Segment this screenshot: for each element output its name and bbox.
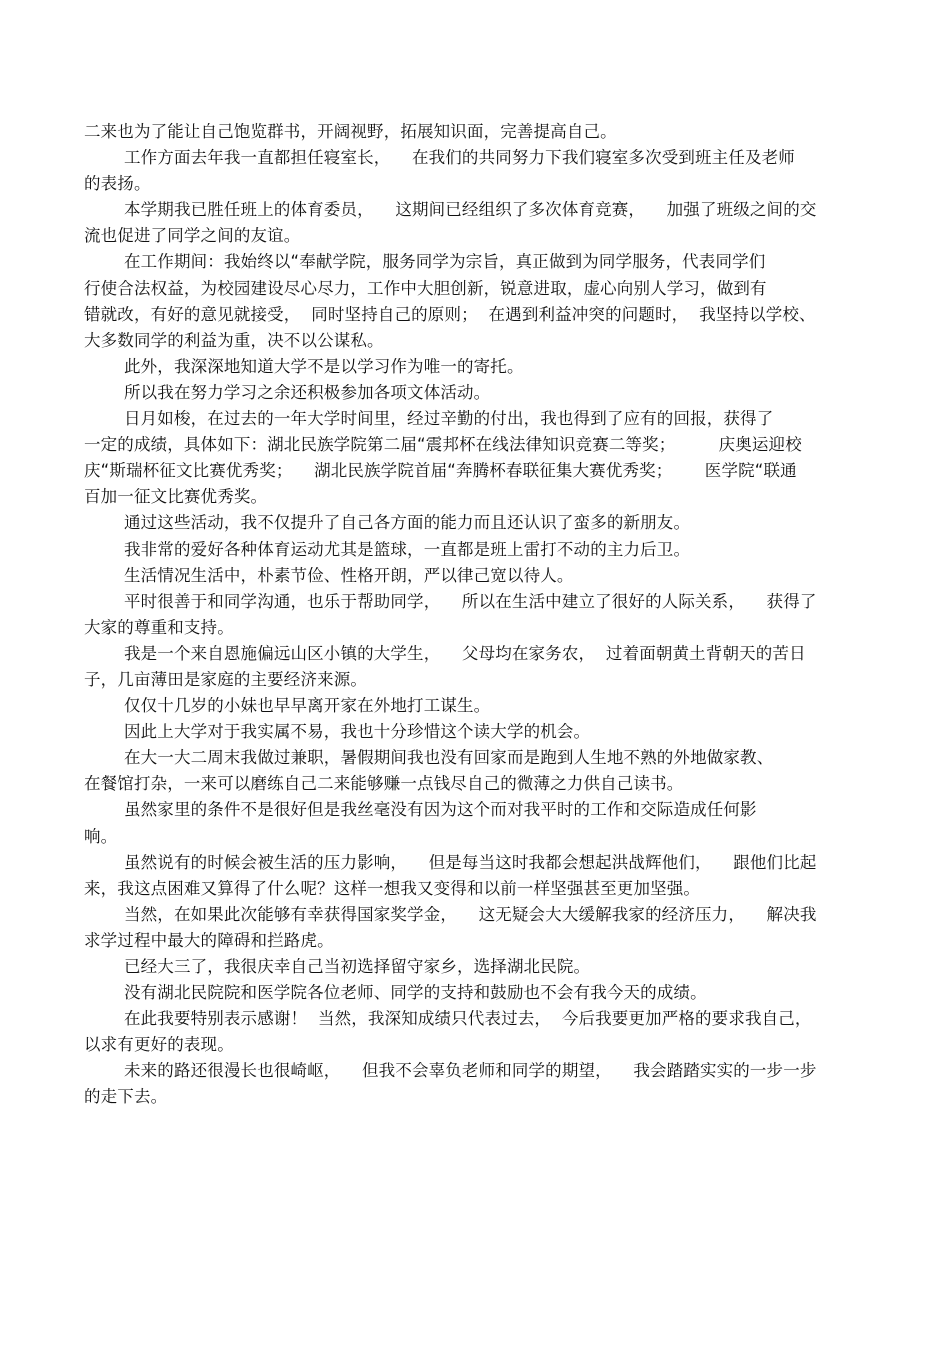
text-line: 日月如梭，在过去的一年大学时间里，经过辛勤的付出，我也得到了应有的回报，获得了 — [124, 409, 774, 429]
text-line: 虽然说有的时候会被生活的压力影响， 但是每当这时我都会想起洪战辉他们， 跟他们比起 — [124, 852, 817, 872]
text-line: 平时很善于和同学沟通，也乐于帮助同学， 所以在生活中建立了很好的人际关系， 获得了 — [124, 591, 817, 611]
text-line: 一定的成绩，具体如下：湖北民族学院第二届“震邦杯在线法律知识竞赛二等奖； 庆奥运迎校 — [84, 435, 802, 455]
text-line: 工作方面去年我一直都担任寝室长， 在我们的共同努力下我们寝室多次受到班主任及老师 — [124, 148, 795, 168]
text-line: 百加一征文比赛优秀奖。 — [84, 487, 268, 507]
text-line: 我是一个来自恩施偏远山区小镇的大学生， 父母均在家务农， 过着面朝黄土背朝天的苦日 — [124, 643, 806, 663]
text-line: 庆“斯瑞杯征文比赛优秀奖； 湖北民族学院首届“奔腾杯春联征集大赛优秀奖； 医学院“联通 — [84, 461, 797, 481]
text-line: 的走下去。 — [84, 1087, 168, 1107]
text-line: 二来也为了能让自己饱览群书，开阔视野，拓展知识面，完善提高自己。 — [84, 122, 617, 141]
text-line: 仅仅十几岁的小妹也早早离开家在外地打工谋生。 — [124, 696, 491, 716]
text-line: 已经大三了，我很庆幸自己当初选择留守家乡，选择湖北民院。 — [124, 957, 591, 976]
text-line: 通过这些活动，我不仅提升了自己各方面的能力而且还认识了蛮多的新朋友。 — [124, 513, 691, 533]
text-line: 响。 — [84, 826, 118, 846]
text-line: 行使合法权益，为校园建设尽心尽力，工作中大胆创新，锐意进取，虚心向别人学习，做到有 — [84, 278, 767, 298]
text-line: 因此上大学对于我实属不易，我也十分珍惜这个读大学的机会。 — [124, 722, 591, 742]
text-line: 在大一大二周末我做过兼职，暑假期间我也没有回家而是跑到人生地不熟的外地做家教、 — [124, 748, 774, 768]
text-line: 我非常的爱好各种体育运动尤其是篮球，一直都是班上雷打不动的主力后卫。 — [124, 539, 691, 559]
text-line: 没有湖北民院院和医学院各位老师、同学的支持和鼓励也不会有我今天的成绩。 — [124, 983, 707, 1003]
text-line: 当然，在如果此次能够有幸获得国家奖学金， 这无疑会大大缓解我家的经济压力， 解决我 — [124, 904, 817, 924]
text-line: 生活情况生活中，朴素节俭、性格开朗，严以律己宽以待人。 — [124, 565, 574, 585]
text-line: 求学过程中最大的障碍和拦路虎。 — [84, 930, 334, 950]
text-line: 错就改，有好的意见就接受， 同时坚持自己的原则； 在遇到利益冲突的问题时， 我坚持以学校、 — [84, 304, 816, 324]
text-line: 虽然家里的条件不是很好但是我丝毫没有因为这个而对我平时的工作和交际造成任何影 — [124, 800, 757, 820]
text-line: 本学期我已胜任班上的体育委员， 这期间已经组织了多次体育竞赛， 加强了班级之间的交 — [124, 200, 817, 220]
text-line: 的表扬。 — [84, 174, 151, 194]
text-line: 大多数同学的利益为重，决不以公谋私。 — [84, 330, 384, 350]
text-line: 在餐馆打杂，一来可以磨练自己二来能够赚一点钱尽自己的微薄之力供自己读书。 — [84, 774, 684, 794]
text-line: 在工作期间：我始终以“奉献学院，服务同学为宗旨，真正做到为同学服务，代表同学们 — [124, 252, 766, 272]
text-line: 所以我在努力学习之余还积极参加各项文体活动。 — [124, 382, 491, 402]
text-line: 此外，我深深地知道大学不是以学习作为唯一的寄托。 — [124, 356, 524, 376]
text-line: 流也促进了同学之间的友谊。 — [84, 226, 301, 246]
text-line: 子，几亩薄田是家庭的主要经济来源。 — [84, 669, 368, 689]
text-line: 来，我这点困难又算得了什么呢？这样一想我又变得和以前一样坚强甚至更加坚强。 — [84, 878, 701, 898]
text-line: 大家的尊重和支持。 — [84, 617, 234, 637]
text-line: 以求有更好的表现。 — [84, 1035, 234, 1055]
text-line: 未来的路还很漫长也很崎岖， 但我不会辜负老师和同学的期望， 我会踏踏实实的一步一步 — [124, 1061, 817, 1081]
text-line: 在此我要特别表示感谢！ 当然，我深知成绩只代表过去， 今后我要更加严格的要求我自己， — [124, 1009, 812, 1029]
document-body — [84, 119, 864, 1111]
